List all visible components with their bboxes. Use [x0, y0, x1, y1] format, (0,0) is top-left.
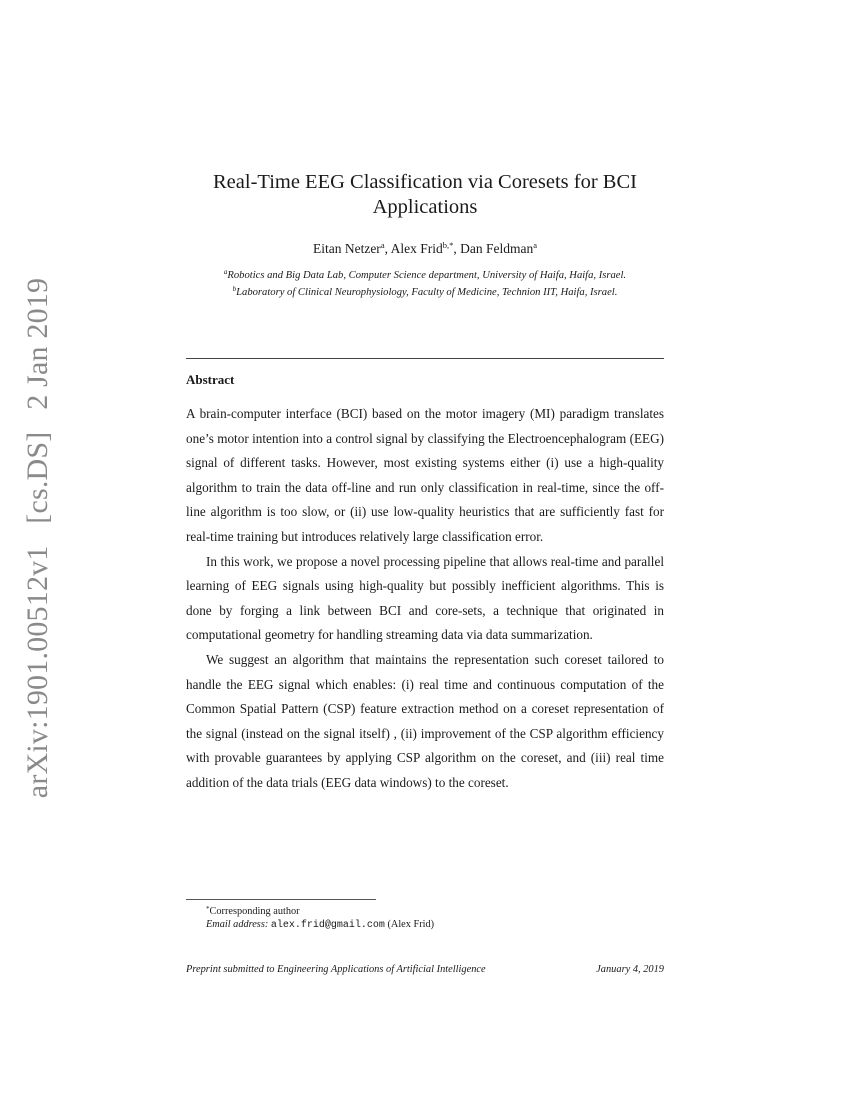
affiliation-mark: b [232, 284, 237, 293]
arxiv-date: 2 Jan 2019 [21, 277, 54, 410]
abstract-paragraph: In this work, we propose a novel processing pipeline that allows real-time and parallel learning of EEG signals using high-quality but possibly inefficient algorithms. This is done by forging a link between BCI and core-sets, a technique that originated in computational geometry for handling streaming data via data summarization. [186, 553, 664, 643]
preprint-date: January 4, 2019 [596, 964, 664, 975]
affiliation-text: Laboratory of Clinical Neurophysiology, Faculty of Medicine, Technion IIT, Haifa, Israel. [236, 286, 618, 298]
footnotes [186, 903, 664, 932]
abstract-heading: Abstract [186, 372, 235, 387]
footnote-mark: * [206, 905, 210, 913]
abstract-paragraph: A brain-computer interface (BCI) based on the motor imagery (MI) paradigm translates one’s motor intention into a control signal by classifying the Electroencephalogram (EEG) signal of different tasks. However, most existing systems either (i) use a high-quality algorithm to train the data off-line and run only classification in real-time, since the off-line algorithm is too slow, or (ii) use low-quality heuristics that are sufficiently fast for real-time training but introduces relatively large classification error. [186, 406, 664, 544]
abstract-paragraph: We suggest an algorithm that maintains the representation such coreset tailored to handle the EEG signal which enables: (i) real time and continuous computation of the Common Spatial Pattern (CSP) feature extraction method on a coreset representation of the signal (instead on the signal itself) , (ii) improvement of the CSP algorithm efficiency with provable guarantees by applying CSP algorithm on the coreset, and (iii) real time addition of the data trials (EEG data windows) to the coreset. [186, 651, 664, 790]
email-note [186, 918, 664, 932]
preprint-venue: Preprint submitted to Engineering Applications of Artificial Intelligence [186, 964, 486, 975]
email-owner: (Alex Frid) [387, 919, 435, 930]
affiliations [186, 266, 664, 299]
email-link[interactable]: alex.frid@gmail.com [270, 920, 385, 931]
affiliation [186, 283, 664, 300]
author-mark: b,* [442, 240, 454, 250]
author-list: Eitan Netzer$^a$, Alex Frid$^{b,*}$, Dan Feldman$^a$ [312, 240, 538, 256]
affiliation-mark: a [223, 268, 228, 276]
author-name: Alex Frid [390, 241, 443, 256]
arxiv-id: arXiv:1901.00512v1 [21, 545, 54, 799]
paper-title: Real-Time EEG Classification via Coresets for BCI Applications [213, 171, 637, 218]
footnote-rule [186, 899, 376, 900]
footnote-text: Corresponding author [209, 906, 300, 917]
arxiv-category: [cs.DS] [21, 431, 54, 524]
author-name: Dan Feldman [460, 241, 534, 256]
author-mark: a [533, 240, 538, 250]
corresponding-author-note [186, 903, 664, 918]
abstract-body [186, 402, 664, 796]
email-label: Email address: [206, 919, 269, 930]
abstract-rule [186, 358, 664, 359]
author-name: Eitan Netzer [312, 241, 381, 256]
author-mark: a [380, 240, 385, 250]
affiliation-text: Robotics and Big Data Lab, Computer Science department, University of Haifa, Haifa, Israel. [227, 270, 627, 281]
arxiv-stamp [21, 278, 55, 798]
affiliation [186, 266, 664, 283]
preprint-footer [186, 964, 664, 975]
